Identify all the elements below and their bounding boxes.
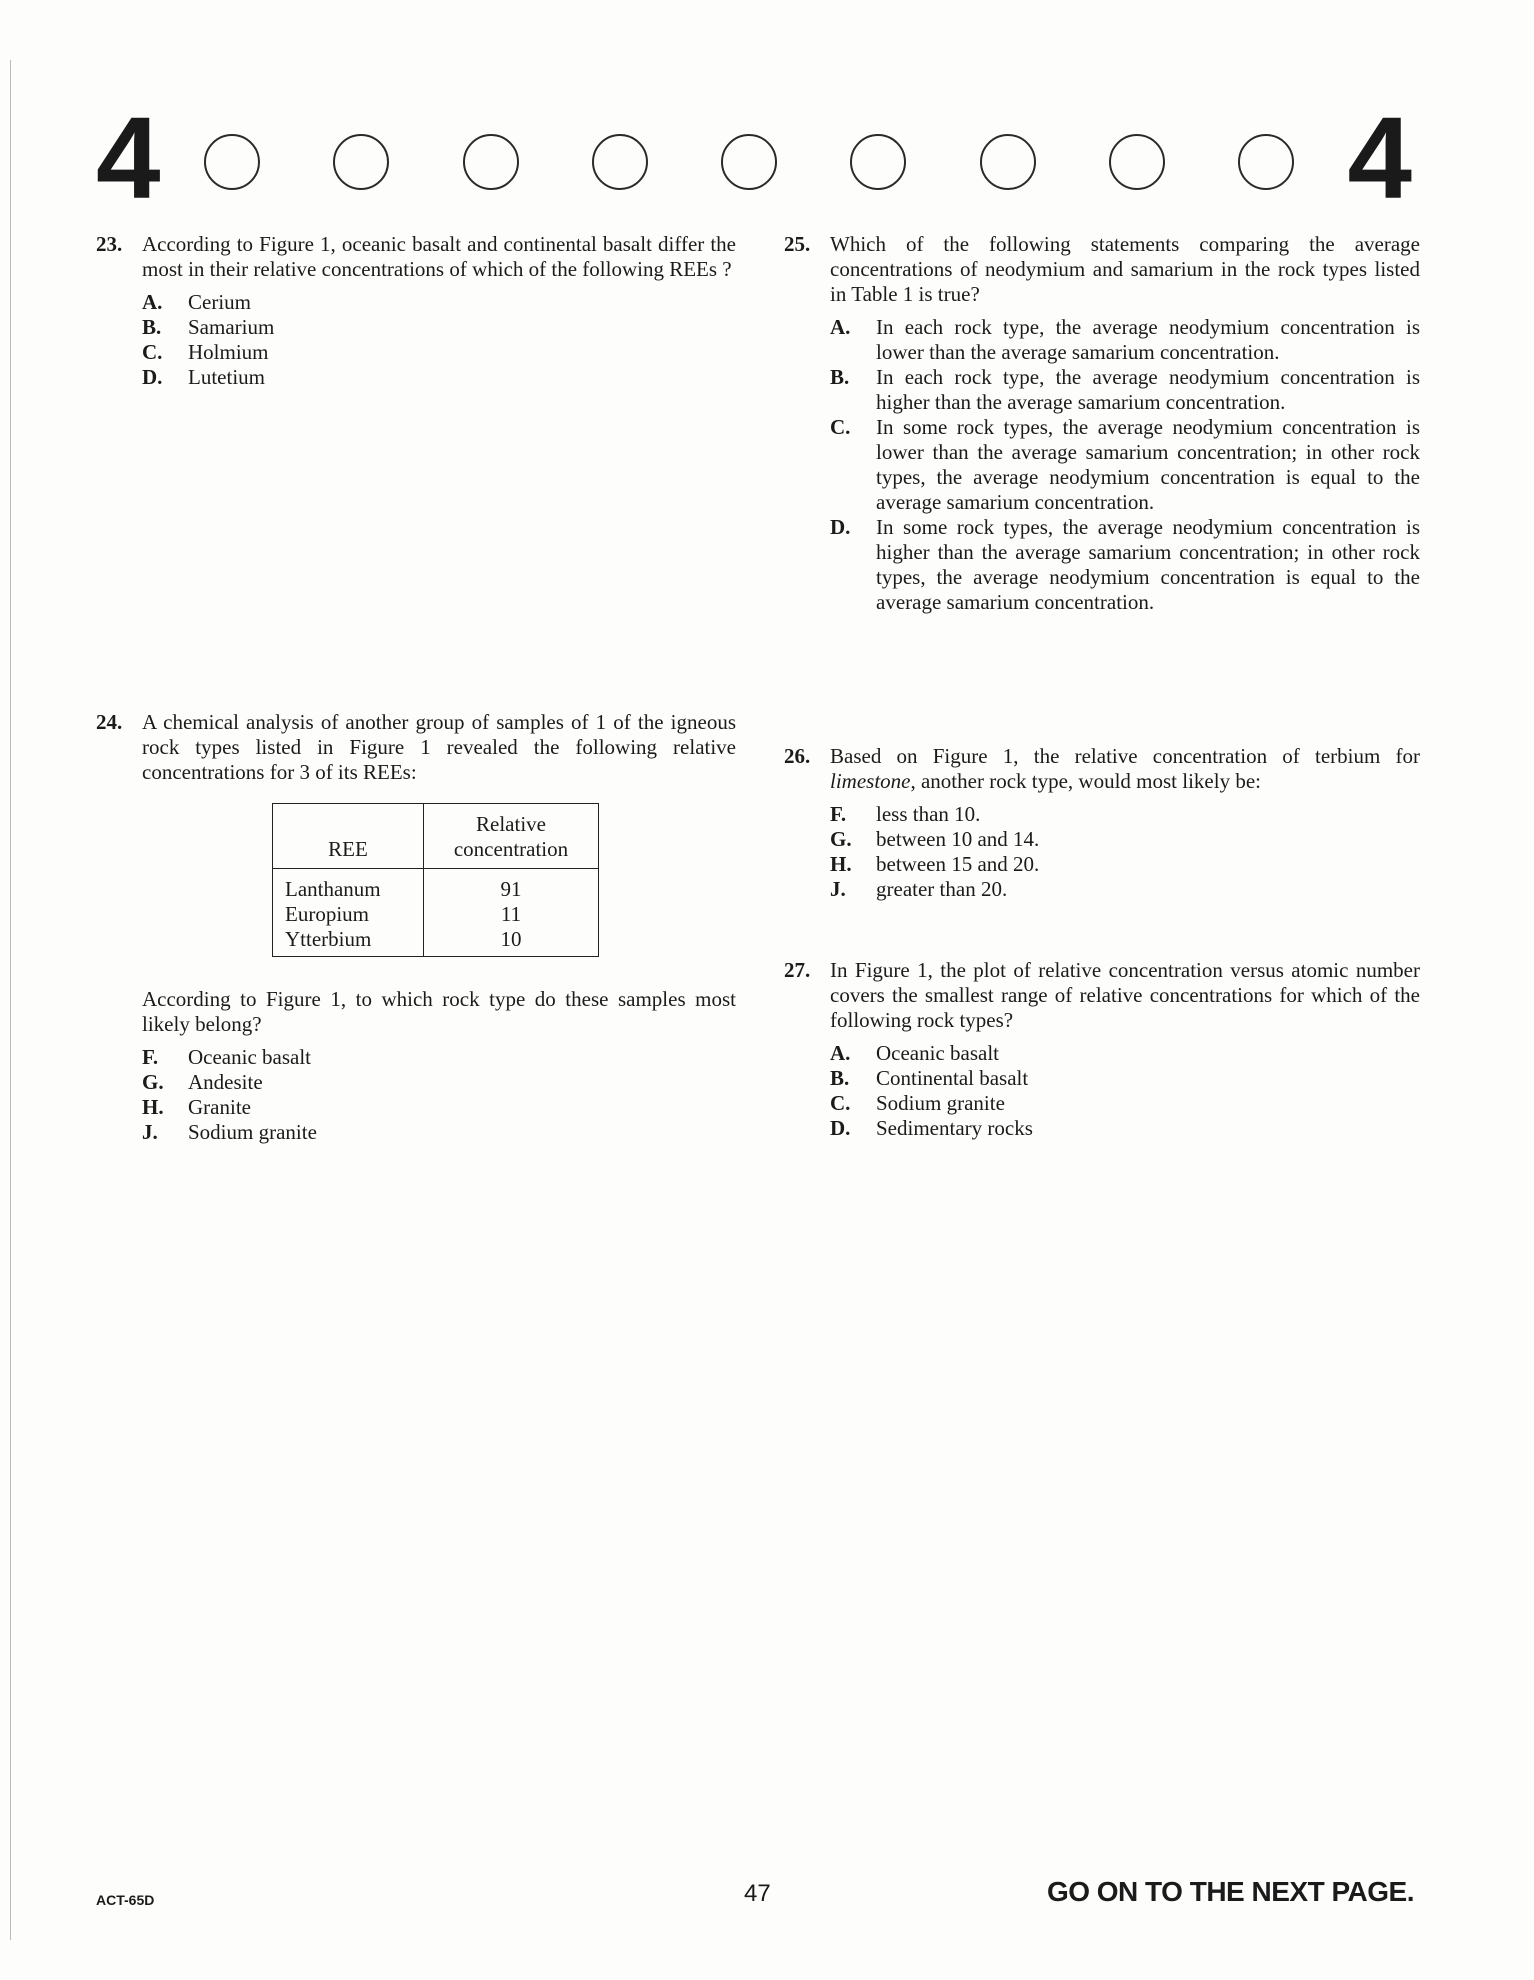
circle-row (204, 134, 1294, 194)
page-edge-line (10, 60, 11, 1940)
choice-letter: H. (142, 1095, 164, 1119)
next-page-notice: GO ON TO THE NEXT PAGE. (1046, 1876, 1414, 1907)
form-code: ACT-65D (96, 1892, 155, 1908)
answer-choice[interactable] (142, 290, 736, 315)
circle-icon (592, 134, 648, 190)
choice-letter: B. (830, 365, 850, 389)
choice-text: Sodium granite (876, 1091, 1005, 1115)
choice-text: Samarium (188, 315, 275, 339)
choice-letter: A. (142, 290, 163, 314)
question-stem: According to Figure 1, oceanic basalt and continental basalt differ the most in their relative concentrations of which of the following REEs ? (142, 232, 736, 281)
circle-icon (1109, 134, 1165, 190)
question-23 (96, 232, 736, 390)
choice-letter: F. (142, 1045, 159, 1069)
answer-choices (830, 1041, 1420, 1141)
question-number: 24. (96, 710, 123, 734)
choice-text: Oceanic basalt (876, 1041, 1000, 1065)
choice-letter: F. (830, 802, 847, 826)
answer-choice[interactable] (142, 1070, 736, 1095)
choice-text: Sodium granite (188, 1120, 317, 1144)
question-number: 27. (784, 958, 811, 982)
answer-choice[interactable] (830, 1041, 1420, 1066)
question-stem: In Figure 1, the plot of relative concentration versus atomic number covers the smallest range of relative concentrations for which of the following rock types? (830, 958, 1420, 1032)
circle-icon (1238, 134, 1294, 190)
page-number: 47 (744, 1880, 771, 1907)
choice-text: between 15 and 20. (876, 852, 1040, 876)
table-header-ree: REE (273, 804, 424, 869)
question-26 (784, 744, 1420, 902)
rock-type-emphasis: limestone (830, 769, 911, 793)
circle-icon (850, 134, 906, 190)
question-25 (784, 232, 1420, 615)
ree-table (272, 803, 599, 957)
table-row (273, 902, 599, 927)
choice-text: Holmium (188, 340, 269, 364)
answer-choice[interactable] (830, 415, 1420, 515)
choice-letter: C. (830, 415, 851, 439)
choice-text: In each rock type, the average neodymium concentration is higher than the average samarium concentration. (876, 365, 1420, 414)
circle-icon (980, 134, 1036, 190)
choice-letter: G. (830, 827, 852, 851)
ree-value: 10 (424, 927, 599, 957)
ree-name: Lanthanum (273, 869, 424, 903)
answer-choice[interactable] (830, 365, 1420, 415)
question-number: 25. (784, 232, 811, 256)
circle-icon (333, 134, 389, 190)
section-header (96, 93, 1412, 223)
choice-text: between 10 and 14. (876, 827, 1040, 851)
ree-value: 91 (424, 869, 599, 903)
question-number: 23. (96, 232, 123, 256)
choice-text: Granite (188, 1095, 251, 1119)
answer-choice[interactable] (830, 852, 1420, 877)
answer-choices (830, 315, 1420, 615)
answer-choice[interactable] (830, 1091, 1420, 1116)
answer-choice[interactable] (830, 315, 1420, 365)
section-number-right: 4 (1347, 93, 1412, 223)
answer-choice[interactable] (830, 827, 1420, 852)
answer-choice[interactable] (142, 1120, 736, 1145)
answer-choice[interactable] (142, 365, 736, 390)
choice-letter: G. (142, 1070, 164, 1094)
choice-text: In some rock types, the average neodymium concentration is lower than the average samarium concentration; in other rock types, the average neodymium concentration is equal to the average samarium concentration. (876, 415, 1420, 514)
question-27 (784, 958, 1420, 1141)
answer-choice[interactable] (142, 315, 736, 340)
choice-text: Oceanic basalt (188, 1045, 312, 1069)
choice-letter: C. (142, 340, 163, 364)
choice-text: greater than 20. (876, 877, 1008, 901)
choice-text: Continental basalt (876, 1066, 1029, 1090)
answer-choice[interactable] (142, 340, 736, 365)
table-header-concentration: Relative concentration (424, 804, 599, 869)
choice-letter: C. (830, 1091, 851, 1115)
choice-letter: A. (830, 315, 851, 339)
choice-letter: J. (830, 877, 846, 901)
answer-choice[interactable] (142, 1095, 736, 1120)
answer-choice[interactable] (830, 1116, 1420, 1141)
choice-letter: B. (830, 1066, 850, 1090)
table-row (273, 869, 599, 903)
answer-choices (142, 1045, 736, 1145)
question-stem: A chemical analysis of another group of samples of 1 of the igneous rock types listed in Figure 1 revealed the following relative concentrations for 3 of its REEs: (142, 710, 736, 784)
choice-letter: D. (830, 515, 851, 539)
circle-icon (721, 134, 777, 190)
answer-choices (830, 802, 1420, 902)
question-followup: According to Figure 1, to which rock type do these samples most likely belong? (142, 987, 736, 1036)
ree-name: Ytterbium (273, 927, 424, 957)
answer-choice[interactable] (830, 802, 1420, 827)
table-row (273, 927, 599, 957)
choice-letter: H. (830, 852, 852, 876)
choice-text: Andesite (188, 1070, 263, 1094)
choice-text: less than 10. (876, 802, 981, 826)
answer-choice[interactable] (830, 515, 1420, 615)
question-24 (96, 710, 736, 1145)
choice-letter: D. (142, 365, 163, 389)
choice-letter: B. (142, 315, 162, 339)
answer-choice[interactable] (830, 877, 1420, 902)
answer-choices (142, 290, 736, 390)
choice-letter: D. (830, 1116, 851, 1140)
circle-icon (204, 134, 260, 190)
question-stem: Which of the following statements comparing the average concentrations of neodymium and samarium in the rock types listed in Table 1 is true? (830, 232, 1420, 306)
choice-letter: J. (142, 1120, 158, 1144)
choice-text: Lutetium (188, 365, 265, 389)
choice-text: In some rock types, the average neodymium concentration is higher than the average samarium concentration; in other rock types, the average neodymium concentration is equal to the average samarium concentration. (876, 515, 1420, 614)
section-number-left: 4 (96, 93, 161, 223)
question-stem: Based on Figure 1, the relative concentration of terbium for limestone, another rock type, would most likely be: (830, 744, 1420, 793)
answer-choice[interactable] (830, 1066, 1420, 1091)
choice-text: In each rock type, the average neodymium concentration is lower than the average samarium concentration. (876, 315, 1420, 364)
answer-choice[interactable] (142, 1045, 736, 1070)
choice-letter: A. (830, 1041, 851, 1065)
circle-icon (463, 134, 519, 190)
choice-text: Sedimentary rocks (876, 1116, 1033, 1140)
question-number: 26. (784, 744, 811, 768)
ree-value: 11 (424, 902, 599, 927)
choice-text: Cerium (188, 290, 251, 314)
ree-name: Europium (273, 902, 424, 927)
